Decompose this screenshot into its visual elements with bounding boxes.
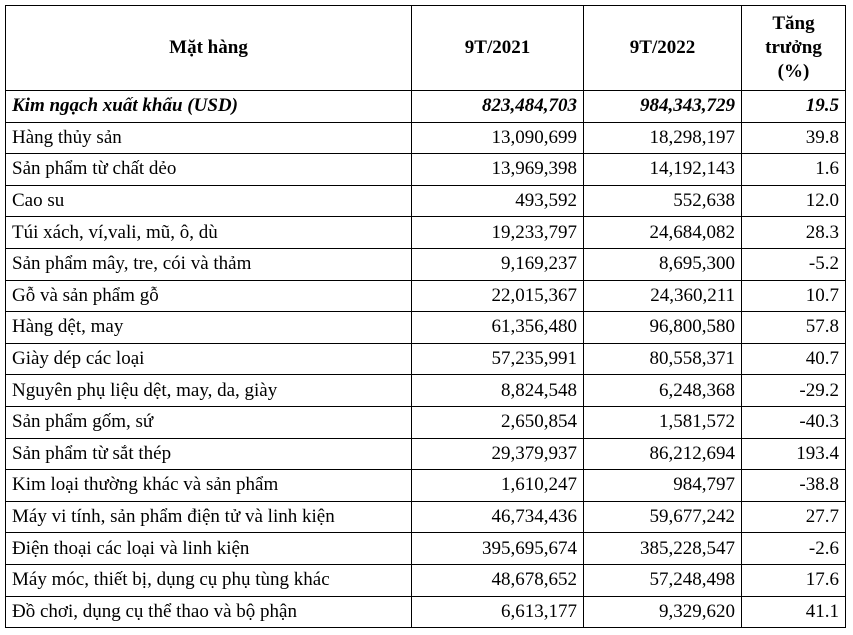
row-value-2021: 48,678,652 — [412, 564, 584, 596]
row-growth: 41.1 — [742, 596, 846, 628]
row-value-2021: 6,613,177 — [412, 596, 584, 628]
table-row — [6, 280, 846, 312]
row-value-2021: 61,356,480 — [412, 312, 584, 344]
row-item-name: Sản phẩm mây, tre, cói và thảm — [6, 248, 412, 280]
row-value-2022: 385,228,547 — [584, 533, 742, 565]
row-item-name: Hàng dệt, may — [6, 312, 412, 344]
row-value-2022: 80,558,371 — [584, 343, 742, 375]
table-row — [6, 375, 846, 407]
row-value-2022: 9,329,620 — [584, 596, 742, 628]
row-growth: 17.6 — [742, 564, 846, 596]
table-row — [6, 154, 846, 186]
row-growth: 193.4 — [742, 438, 846, 470]
row-value-2021: 19,233,797 — [412, 217, 584, 249]
table-row — [6, 438, 846, 470]
table-row — [6, 596, 846, 628]
row-growth: -40.3 — [742, 406, 846, 438]
row-growth: 57.8 — [742, 312, 846, 344]
row-value-2021: 8,824,548 — [412, 375, 584, 407]
row-item-name: Sản phẩm gốm, sứ — [6, 406, 412, 438]
table-row — [6, 185, 846, 217]
row-value-2021: 22,015,367 — [412, 280, 584, 312]
row-item-name: Giày dép các loại — [6, 343, 412, 375]
row-value-2021: 2,650,854 — [412, 406, 584, 438]
row-value-2022: 984,797 — [584, 470, 742, 502]
header-growth-line1: Tăng — [772, 13, 815, 34]
row-value-2022: 96,800,580 — [584, 312, 742, 344]
row-growth: 40.7 — [742, 343, 846, 375]
row-growth: -38.8 — [742, 470, 846, 502]
row-value-2022: 24,360,211 — [584, 280, 742, 312]
total-row — [6, 91, 846, 123]
row-growth: 12.0 — [742, 185, 846, 217]
row-item-name: Đồ chơi, dụng cụ thể thao và bộ phận — [6, 596, 412, 628]
row-item-name: Gỗ và sản phẩm gỗ — [6, 280, 412, 312]
row-value-2021: 9,169,237 — [412, 248, 584, 280]
row-growth: -2.6 — [742, 533, 846, 565]
row-value-2022: 1,581,572 — [584, 406, 742, 438]
row-item-name: Hàng thủy sản — [6, 122, 412, 154]
table-row — [6, 470, 846, 502]
row-growth: 10.7 — [742, 280, 846, 312]
header-row — [6, 6, 846, 91]
header-growth — [742, 6, 846, 91]
row-value-2022: 18,298,197 — [584, 122, 742, 154]
table-row — [6, 312, 846, 344]
row-value-2022: 6,248,368 — [584, 375, 742, 407]
row-item-name: Sản phẩm từ chất dẻo — [6, 154, 412, 186]
row-value-2022: 552,638 — [584, 185, 742, 217]
row-value-2022: 8,695,300 — [584, 248, 742, 280]
header-growth-line2: trưởng — [765, 37, 822, 58]
row-growth: 1.6 — [742, 154, 846, 186]
export-table-container — [5, 5, 846, 628]
table-row — [6, 501, 846, 533]
table-row — [6, 122, 846, 154]
row-value-2021: 13,090,699 — [412, 122, 584, 154]
table-row — [6, 248, 846, 280]
row-value-2022: 57,248,498 — [584, 564, 742, 596]
row-item-name: Kim loại thường khác và sản phẩm — [6, 470, 412, 502]
export-table — [5, 5, 846, 628]
row-value-2022: 59,677,242 — [584, 501, 742, 533]
row-value-2021: 46,734,436 — [412, 501, 584, 533]
row-growth: -29.2 — [742, 375, 846, 407]
row-value-2022: 86,212,694 — [584, 438, 742, 470]
row-item-name: Cao su — [6, 185, 412, 217]
total-label: Kim ngạch xuất khẩu (USD) — [6, 91, 412, 123]
row-growth: 39.8 — [742, 122, 846, 154]
header-growth-line3: (%) — [777, 61, 810, 82]
row-value-2022: 24,684,082 — [584, 217, 742, 249]
row-growth: 27.7 — [742, 501, 846, 533]
row-value-2021: 1,610,247 — [412, 470, 584, 502]
row-item-name: Sản phẩm từ sắt thép — [6, 438, 412, 470]
row-value-2021: 493,592 — [412, 185, 584, 217]
row-value-2021: 29,379,937 — [412, 438, 584, 470]
table-row — [6, 564, 846, 596]
row-value-2021: 395,695,674 — [412, 533, 584, 565]
row-value-2021: 57,235,991 — [412, 343, 584, 375]
row-item-name: Điện thoại các loại và linh kiện — [6, 533, 412, 565]
row-value-2022: 14,192,143 — [584, 154, 742, 186]
row-growth: 28.3 — [742, 217, 846, 249]
total-2022: 984,343,729 — [584, 91, 742, 123]
table-row — [6, 533, 846, 565]
table-row — [6, 343, 846, 375]
table-row — [6, 217, 846, 249]
header-2022: 9T/2022 — [584, 6, 742, 91]
total-2021: 823,484,703 — [412, 91, 584, 123]
row-item-name: Máy vi tính, sản phẩm điện tử và linh kiện — [6, 501, 412, 533]
header-2021: 9T/2021 — [412, 6, 584, 91]
row-item-name: Máy móc, thiết bị, dụng cụ phụ tùng khác — [6, 564, 412, 596]
header-item: Mặt hàng — [6, 6, 412, 91]
row-growth: -5.2 — [742, 248, 846, 280]
row-item-name: Túi xách, ví,vali, mũ, ô, dù — [6, 217, 412, 249]
row-value-2021: 13,969,398 — [412, 154, 584, 186]
row-item-name: Nguyên phụ liệu dệt, may, da, giày — [6, 375, 412, 407]
table-row — [6, 406, 846, 438]
total-growth: 19.5 — [742, 91, 846, 123]
